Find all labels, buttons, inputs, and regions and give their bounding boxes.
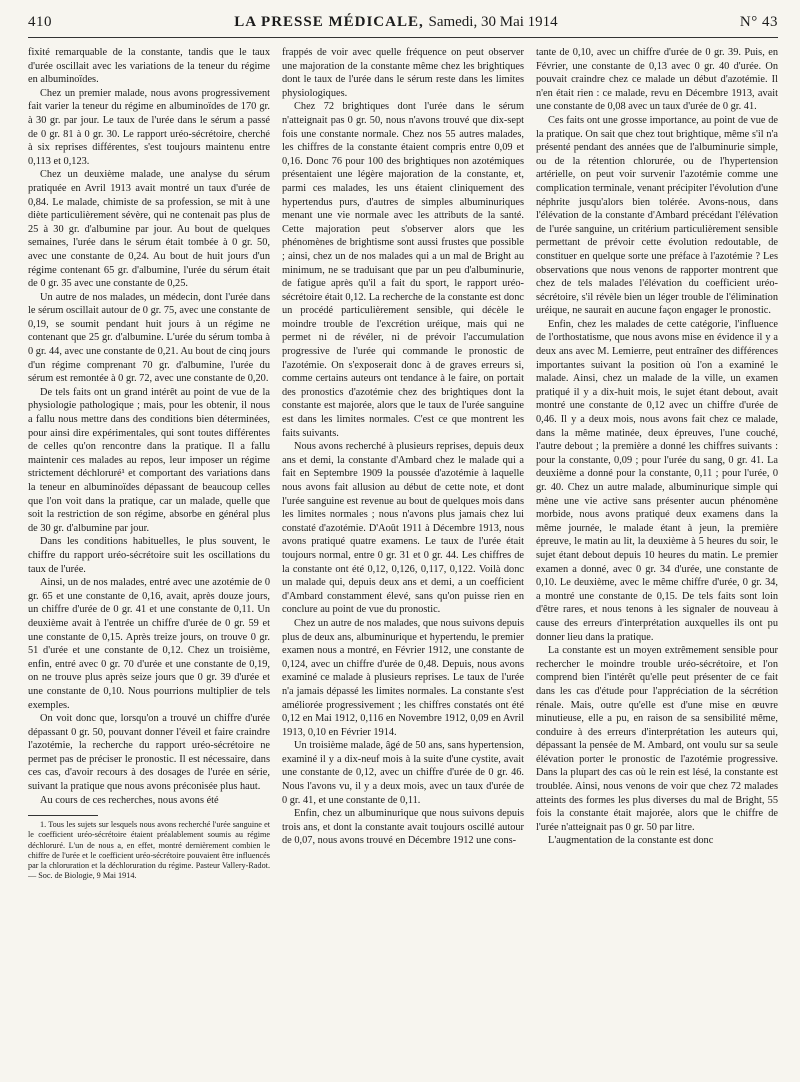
paragraph: On voit donc que, lorsqu'on a trouvé un chiffre d'urée dépassant 0 gr. 50, pouvant donner l'éveil et faire craindre l'azotémie, la recherche du rapport uréo-sécrétoire ne permet pas de préciser le pronostic. Il est nécessaire, dans ces cas, d'avoir recours à des dosages de l'urée en série, suivant la pratique que nous avons préconisée plus haut. (28, 713, 270, 793)
column-3 (536, 46, 778, 1076)
paragraph: Au cours de ces recherches, nous avons été (40, 794, 219, 806)
footnote-divider (28, 815, 98, 816)
paragraph: Un troisième malade, âgé de 50 ans, sans hypertension, examiné il y a dix-neuf mois à la suite d'une cystite, avait une constante de 0,12, avec un chiffre d'urée de 0 gr. 46. Nous l'avons vu, il y a deux mois, avec un taux d'urée de 0 gr. 41, et une constante de 0,11. (282, 740, 524, 806)
page-header (28, 14, 778, 38)
paragraph: Ces faits ont une grosse importance, au point de vue de la pratique. On sait que chez tout brightique, même s'il n'a présenté pendant des années que de l'albuminurie simple, ou de la rétention chlorurée, ou de l'hypertension artérielle, on peut voir survenir l'azotémie comme une complication terminale, venant précipiter l'évolution d'une néphrite jusqu'alors bien tolérée. Avons-nous, dans l'élévation de la constante d'Ambard précédant l'élévation de l'urée sanguine, un critérium particulièrement sensible permettant de prévoir cette évolution redoutable, de constituer en quelque sorte une préface à l'azotémie ? Les observations que nous venons de rapporter montrent que chez de tels malades l'élévation du coefficient uréo-sécrétoire, s'il révèle bien un léger trouble de l'élimination uréique, ne saurait en aucune façon engager le pronostic. (536, 114, 778, 317)
paragraph: Chez 72 brightiques dont l'urée dans le sérum n'atteignait pas 0 gr. 50, nous n'avons trouvé que dix-sept fois une constante normale. Chez nos 55 autres malades, les chiffres de la constante étaient compris entre 0,09 et 0,16. Donc 76 pour 100 des brightiques non azotémiques présentaient une légère majoration de la constante, et, parmi ces malades, les uns étaient cliniquement des hypertendus purs, d'autres de simples albuminuriques menant une vie normale avec les attributs de la santé. Cette majoration peut s'observer alors que les phénomènes de brightisme sont aussi frustes que possible ; ainsi, chez un de nos malades qui a un mal de Bright au minimum, ne se traduisant que par un peu d'albuminurie, de fatigue après qu'il a fait du sport, le rapport uréo-sécrétoire était 0,12. La recherche de la constante est donc un procédé particulièrement sensible, qui décèle le moindre trouble de l'excrétion uréique, mais qui ne permet ni de révéler, ni de prévoir l'accumulation progressive de l'urée qui commande le pronostic de l'azotémie. On s'exposerait donc à de graves erreurs si, comme certains auteurs ont tendance à le faire, on portait des pronostics d'azotémie chez des brightiques dont la constante est majorée, alors que le taux de l'urée sanguine est dans les limites normales. C'est ce que montrent les faits suivants. (282, 101, 524, 439)
issue-date: Samedi, 30 Mai 1914 (428, 14, 558, 30)
paragraph: Enfin, chez les malades de cette catégorie, l'influence de l'orthostatisme, que nous avons mise en évidence il y a deux ans avec M. Lemierre, peut entraîner des différences importantes suivant la position où l'on a examiné le malade. Ainsi, chez un malade de la ville, un examen pratiqué il y a dix-huit mois, le sujet étant debout, avait montré une constante de 0,12 avec un chiffre d'urée de 0,46. Il y a deux mois, nous avons fait chez ce malade, dans la même matinée, deux épreuves, l'une couché, l'autre debout ; la première a donné les chiffres suivants : pour la constante, 0,09 ; pour l'urée du sang, 0 gr. 41. La deuxième a donné pour la constante, 0,11 ; pour l'urée, 0 gr. 40. Chez un autre malade, albuminurique simple qui mène une vie active sans présenter aucun phénomène morbide, nous avons pratiqué deux examens dans la même journée, le malade étant à jeun, la première épreuve, le matin au lit, la deuxième à 5 heures du soir, le sujet étant debout depuis 10 heures du matin. Le premier examen a donné, avec 0 gr. 34 d'urée, une constante de 0,10. Le deuxième, avec le même chiffre d'urée, 0 gr. 34, a montré une constante de 0,15. De tels faits sont loin d'être rares, et nous tenons à les signaler de nouveau à cause des erreurs d'interprétation auxquelles ils ont pu donner lieu dans la pratique. (536, 318, 778, 643)
paragraph: Dans les conditions habituelles, le plus souvent, le chiffre du rapport uréo-sécrétoire suit les oscillations du taux de l'urée. (28, 536, 270, 575)
paragraph: Chez un premier malade, nous avons progressivement fait varier la teneur du régime en albuminoïdes de 170 gr. à 30 gr. par jour. Le taux de l'urée dans le sérum a passé de 0 gr. 81 à 0 gr. 30. Le rapport uréo-sécrétoire, cherché à six reprises différentes, s'est toujours maintenu entre 0,113 et 0,123. (28, 87, 270, 167)
paragraph: La constante est un moyen extrêmement sensible pour rechercher le moindre trouble uréo-sécrétoire, et l'on comprend bien l'intérêt qu'elle peut présenter de ce fait dans les cas d'étude pour l'appréciation de la sécrétion rénale. Mais, outre qu'elle est d'une mise en œuvre minutieuse, elle a pu, en raison de sa sensibilité même, conduire à des erreurs d'interprétation les auteurs qui, dépassant la pensée de M. Ambard, ont voulu sur sa seule élévation porter le pronostic de l'azotémie progressive. Dans la plupart des cas où le rein est lésé, la constante est troublée. Ainsi, nous venons de voir que chez 72 malades atteints des formes les plus diverses du mal de Bright, 55 fois la constante était majorée, alors que le chiffre de l'urée n'atteignait pas 0 gr. 50 par litre. (536, 645, 778, 833)
paragraph: Ainsi, un de nos malades, entré avec une azotémie de 0 gr. 65 et une constante de 0,16, avait, après douze jours, un chiffre d'urée de 0 gr. 41 et une constante de 0,11. Un deuxième avait à l'entrée un chiffre d'urée de 0 gr. 59 et une constante de 0,15. Après treize jours, on trouve 0 gr. 51 d'urée et une constante de 0,12. Chez un troisième, enfin, entré avec 0 gr. 70 d'urée et une constante de 0,19, on ne trouve plus après seize jours que 0 gr. 39 d'urée et une constante de 0,10. Nous pourrions multiplier de tels exemples. (28, 577, 270, 711)
paragraph: Chez un deuxième malade, une analyse du sérum pratiquée en Avril 1913 avait montré un taux d'urée de 0,84. Le malade, chimiste de sa profession, se mit à une diète particulièrement sévère, qui ne contenait pas plus de 25 à 30 gr. d'albumine par jour. Au bout de quelques semaines, l'urée dans le sérum était tombée à 0 gr. 50, avec une constante de 0,24. Au bout de huit jours d'un régime contenant 65 gr. d'albumine, l'urée du sérum était de 0 gr. 35 avec une constante de 0,25. (28, 169, 270, 290)
page-number: 410 (28, 14, 52, 30)
issue-number: N° 43 (739, 14, 778, 30)
paragraph: Chez un autre de nos malades, que nous suivons depuis plus de deux ans, albuminurique et hypertendu, le premier examen nous a montré, en Février 1912, une constante de 0,124, avec un chiffre d'urée de 0,48. Depuis, nous avons examiné ce malade à plusieurs reprises. Le taux de l'urée n'a jamais dépassé les limites normales. La constante s'est améliorée progressivement ; les chiffres constatés ont été 0,12 en Mai 1912, 0,116 en Novembre 1912, 0,09 en Avril 1913, 0,10 en Février 1914. (282, 617, 524, 738)
column-2 (282, 46, 524, 1076)
paragraph: De tels faits ont un grand intérêt au point de vue de la physiologie pathologique ; mais, pour les obtenir, il nous a fallu nous mettre dans des conditions bien déterminées, pour ainsi dire expérimentales, qui sont toutes différentes de celles qu'on rencontre dans la pratique. Il a fallu maintenir ces malades au repos, leur imposer un régime strictement déchloruré¹ et comportant des variations dans la teneur en albuminoïdes dépassant de beaucoup celles que l'on voit dans la pratique, car un malade, quelle que soit la restriction de son régime, absorbe en général plus de 30 gr. d'albumine par jour. (28, 386, 270, 534)
paragraph: Un autre de nos malades, un médecin, dont l'urée dans le sérum oscillait autour de 0 gr. 75, avec une constante de 0,19, se soumit pendant huit jours à un régime ne contenant que 25 gr. d'albumine. L'urée du sérum tomba à 0 gr. 44, avec une constante de 0,21. Au bout de cinq jours d'un régime comprenant 70 gr. d'albumine, l'urée du sérum est remontée à 0 gr. 72, avec une constante de 0,20. (28, 291, 270, 385)
journal-title (234, 14, 557, 31)
paragraph: tante de 0,10, avec un chiffre d'urée de 0 gr. 39. Puis, en Février, une constante de 0,13 avec 0 gr. 40 d'urée. On pouvait craindre chez ce malade un début d'azotémie. Il n'en était rien : ce malade, revu en Décembre 1913, avait une constante de 0,08 avec un taux d'urée de 0 gr. 41. (536, 47, 778, 113)
paragraph: Nous avons recherché à plusieurs reprises, depuis deux ans et demi, la constante d'Ambard chez le malade qui a fait en Septembre 1909 la poussée d'azotémie à laquelle nous avons fait allusion au début de cette note, et dont l'urée sanguine est revenue au bout de quelques mois dans les limites normales ; nous n'avons plus jamais chez lui constaté d'azotémie. D'Août 1911 à Décembre 1913, nous avons pratiqué quatre examens. Le taux de l'urée était toujours normal, entre 0 gr. 31 et 0 gr. 44. Les chiffres de la constante ont été 0,12, 0,126, 0,117, 0,122. Voilà donc un malade qui, depuis deux ans et demi, a un coefficient d'Ambard constamment élevé, sans qu'on puisse rien en conclure au point de vue du pronostic. (282, 441, 524, 616)
paragraph: Enfin, chez un albuminurique que nous suivons depuis trois ans, et dont la constante avait toujours oscillé autour de 0,07, nous avons trouvé en Décembre 1912 une cons- (282, 808, 524, 847)
paragraph: L'augmentation de la constante est donc (548, 835, 714, 847)
text-columns (28, 46, 778, 1076)
paragraph: fixité remarquable de la constante, tandis que le taux d'urée oscillait avec les variations de la teneur du régime en albuminoïdes. (28, 47, 270, 86)
footnote: 1. Tous les sujets sur lesquels nous avons recherché l'urée sanguine et le coefficient uréo-sécrétoire étaient préalablement soumis au régime déchloruré. L'un de nous a, en effet, montré dernièrement combien le chiffre de l'urée et le coefficient uréo-sécrétoire pouvaient être influencés par la chloruration et la déchloruration du régime. Pasteur Vallery-Radot. — Soc. de Biologie, 9 Mai 1914. (28, 820, 270, 881)
paragraph: frappés de voir avec quelle fréquence on peut observer une majoration de la constante même chez les brightiques dont le taux de l'urée dans le sérum reste dans les limites physiologiques. (282, 47, 524, 99)
journal-name: LA PRESSE MÉDICALE, (234, 14, 424, 30)
column-1 (28, 46, 270, 1076)
